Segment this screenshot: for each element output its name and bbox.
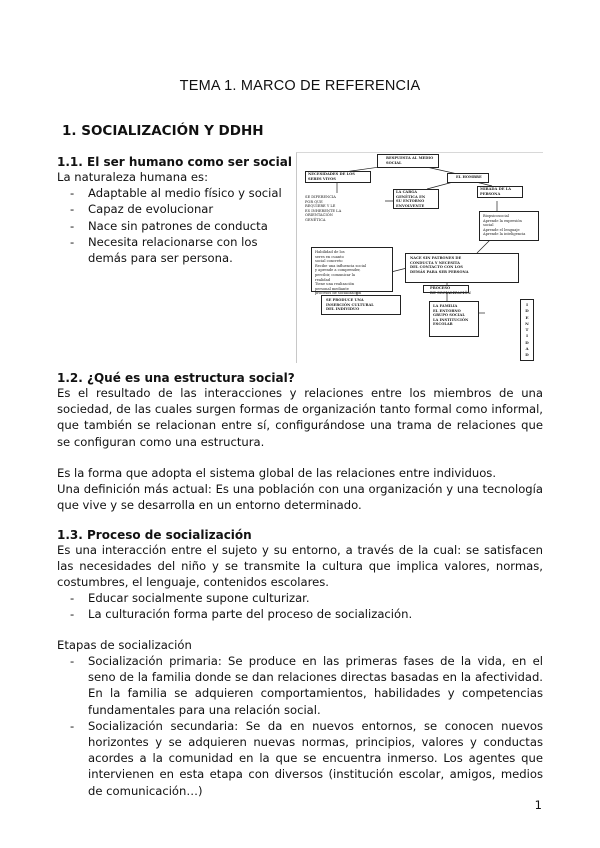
diagram-box-process: PROCESO DE SOCIALIZACIÓN	[423, 285, 469, 293]
identity-letter: E	[525, 314, 529, 320]
diagram-box-man: EL HOMBRE	[447, 173, 489, 183]
identity-letter: N	[525, 320, 529, 326]
subsection-heading-1-2: 1.2. ¿Qué es una estructura social?	[57, 371, 295, 385]
list-item: - Nace sin patrones de conducta	[57, 218, 289, 234]
identity-letter: A	[525, 346, 529, 352]
intro-text: La naturaleza humana es:	[57, 170, 209, 184]
identity-letter: D	[525, 352, 529, 358]
page-number: 1	[534, 798, 542, 812]
diagram-box-genetic-load: LA CARGA GENÉTICA EN SU ENTORNO ENVOLVENTE	[393, 189, 439, 209]
socialization-diagram	[296, 152, 543, 363]
subsection-heading-1-3: 1.3. Proceso de socialización	[57, 528, 252, 542]
stage-item: - Socialización secundaria: Se da en nuevos entornos, se conocen nuevos horizontes y se adquieren nuevas normas, principios, valores y conductas acordes a la comunidad en la que se encuentra inmerso. Los agentes que intervienen en esta etapa con diversos (institución escolar, amigos, medios de comunicación…)	[57, 718, 543, 799]
diagram-box-top: RESPUESTA AL MEDIO SOCIAL	[377, 154, 439, 168]
list-item: - Necesita relacionarse con los demás para ser persona.	[57, 234, 289, 266]
diagram-box-needs: NECESIDADES DE LOS SERES VIVOS	[305, 171, 371, 183]
structure-definition-2: Es la forma que adopta el sistema global de las relaciones entre individuos.	[57, 466, 497, 480]
structure-definition-1: Es el resultado de las interacciones y relaciones entre los miembros de una sociedad, de las cuales surgen formas de organización tanto formal como informal, que también se relacionan entre sí, configurándose una trama de relaciones que se configuran como una estructura.	[57, 386, 543, 449]
diagram-box-cultural-insertion: SE PRODUCE UNA INSERCIÓN CULTURAL DEL INDIVIDUO	[321, 295, 401, 315]
list-item: - Capaz de evolucionar	[57, 201, 289, 217]
list-item: - La culturación forma parte del proceso de socialización.	[57, 606, 543, 622]
stages-heading: Etapas de socialización	[57, 638, 192, 652]
stage-item: - Socialización primaria: Se produce en las primeras fases de la vida, en el seno de la familia donde se dan relaciones directas basadas en la afectividad. En la familia se adquieren comportamientos, habilidades y competencias fundamentales para una relación social.	[57, 653, 543, 718]
diagram-box-person: MIRADA DE LA PERSONA	[477, 186, 523, 198]
subsection-heading-1-1: 1.1. El ser humano como ser social	[57, 155, 292, 169]
subsection-1-1-body	[57, 169, 289, 266]
diagram-box-learning: Biopsicosocial Aprende la expresión social Aprende el lenguaje Aprende la inteligencia	[479, 211, 539, 241]
identity-letters	[521, 302, 533, 359]
list-item: - Adaptable al medio físico y social	[57, 185, 289, 201]
stages-list	[57, 653, 543, 799]
list-item: - Educar socialmente supone culturizar.	[57, 590, 543, 606]
diagram-box-social-influence: Habilidad de los seres en cuanto social concreto Recibe una influencia social y aprende a comprender, percibir, comunicar la realidad Tiene una realización personal mediante procesos de socialización	[311, 247, 393, 292]
document-title: TEMA 1. MARCO DE REFERENCIA	[179, 78, 421, 94]
human-nature-list	[57, 185, 289, 266]
diagram-text-genetic: SE DIFERENCIA POR QUE REQUIERE Y LE ES INHERENTE LA ORIENTACIÓN GENÉTICA	[305, 195, 342, 222]
section-heading: 1. SOCIALIZACIÓN Y DDHH	[62, 123, 264, 139]
socialization-list	[57, 590, 543, 622]
diagram-box-identity	[520, 299, 534, 361]
diagram-box-agents: LA FAMILIA EL ENTORNO GRUPO SOCIAL LA INSTITUCIÓN ESCOLAR	[429, 301, 479, 337]
socialization-definition: Es una interacción entre el sujeto y su entorno, a través de la cual: se satisfacen las necesidades del niño y se transmite la cultura que implica valores, normas, costumbres, el lenguaje, contenidos escolares.	[57, 543, 543, 590]
identity-letter: I	[526, 302, 528, 307]
identity-letter: D	[525, 308, 529, 314]
identity-letter: I	[526, 333, 528, 339]
structure-definition-3: Una definición más actual: Es una población con una organización y una tecnología que vive y se desarrolla en un entorno determinado.	[57, 482, 543, 513]
identity-letter: D	[525, 339, 529, 345]
identity-letter: T	[525, 327, 529, 333]
diagram-box-no-patterns: NACE SIN PATRONES DE CONDUCTA Y NECESITA DEL CONTACTO CON LOS DEMÁS PARA SER PERSONA	[405, 253, 519, 283]
